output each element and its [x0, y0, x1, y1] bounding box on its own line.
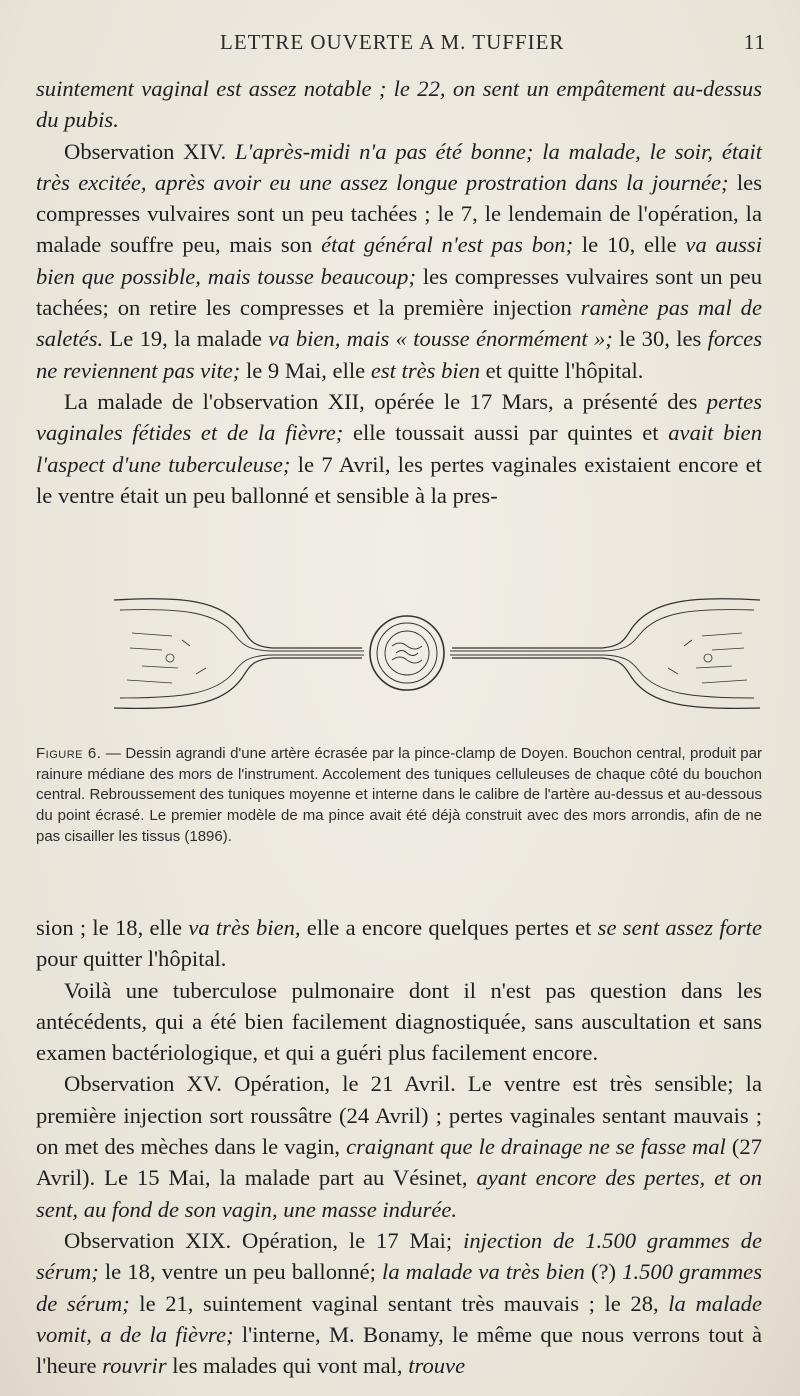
- text-span: le 9 Mai, elle: [240, 357, 371, 383]
- italic-span: rouvrir: [102, 1353, 167, 1379]
- text-span: sion ; le 18, elle: [36, 915, 189, 940]
- text-span: elle toussait aussi par quintes et: [343, 420, 669, 446]
- paragraph: [36, 975, 762, 1069]
- text-span: Observation XV. Opération, le 21 Avril. Le ventre est très sensible; la première injection sort roussâtre (24 Avril) ; pertes vaginales sentant mauvais ; on met des mèches dans le vagin,: [36, 1071, 762, 1160]
- text-span: le 30, les: [612, 326, 708, 352]
- italic-span: état général n'est pas bon;: [321, 232, 574, 258]
- text-span: (27 Avril). Le 15 Mai, la malade part au Vésinet,: [36, 1134, 762, 1191]
- text-span: et quitte l'hôpital.: [480, 357, 644, 383]
- text-span: les compresses vulvaires sont un peu tachées; on retire les compresses et la première injection: [36, 263, 763, 321]
- text-span: Le 19, la malade: [103, 326, 269, 352]
- running-title: LETTRE OUVERTE A M. TUFFIER: [220, 30, 565, 54]
- artery-wall-lower-right: [452, 658, 760, 708]
- paragraph: [36, 386, 762, 511]
- italic-span: la malade va très bien: [382, 1259, 585, 1285]
- text-span: La malade de l'observation XII, opérée le 17 Mars, a présenté des: [64, 388, 707, 414]
- italic-span: se sent assez forte: [597, 915, 762, 940]
- italic-span: 22: [417, 76, 440, 101]
- text-span: Voilà une tuberculose pulmonaire dont il n'est pas question dans les antécédents, qui a été bien facilement diagnostiquée, sans auscultation et sans examen bactériologique, et qui a guéri plus facilement encore.: [36, 977, 762, 1066]
- italic-span: va bien, mais « tousse énormément »;: [268, 326, 613, 352]
- italic-span: pertes vaginales fétides et de la fièvre;: [36, 388, 762, 446]
- italic-span: forces ne reviennent pas vite;: [36, 326, 762, 383]
- figure-caption: [36, 744, 762, 848]
- italic-span: va très bien,: [188, 915, 301, 940]
- italic-span: suintement vaginal est assez notable ; le: [36, 76, 418, 101]
- text-span: le 7 Avril, les pertes vaginales existaient encore et le ventre était un peu ballonné et sensible à la pres-: [36, 451, 762, 508]
- paragraph: [36, 912, 762, 975]
- italic-span: la malade vomit, a de la fièvre;: [36, 1290, 762, 1347]
- text-span: les malades qui vont mal,: [166, 1353, 409, 1379]
- italic-span: trouve: [408, 1353, 466, 1379]
- italic-span: L'après-midi n'a pas été bonne; la malade, le soir, était très excitée, après avoir eu une assez longue prostration dans la journée;: [36, 138, 762, 195]
- italic-span: avait bien l'aspect d'une tuberculeuse;: [36, 420, 762, 477]
- paragraph: [36, 1068, 762, 1224]
- artery-wall-upper-right: [452, 599, 760, 648]
- text-block-top: [36, 73, 762, 511]
- text-span: le 18, ventre un peu ballonné;: [98, 1259, 383, 1285]
- figure-label: Figure 6.: [36, 745, 102, 762]
- text-block-bottom: [36, 912, 762, 1381]
- text-span: le 10, elle: [573, 232, 686, 258]
- italic-span: craignant que le drainage ne se fasse mal: [346, 1134, 726, 1160]
- paragraph: [36, 73, 762, 136]
- text-span: le 21, suintement vaginal sentant très mauvais ; le 28,: [129, 1290, 669, 1316]
- running-header: [40, 30, 770, 60]
- observation-heading: Observation XIV.: [64, 138, 235, 164]
- text-span: (?): [584, 1259, 623, 1285]
- paragraph: [36, 136, 762, 386]
- text-span: elle a encore quelques pertes et: [300, 915, 598, 940]
- page-number: 11: [743, 30, 766, 54]
- text-span: pour quitter l'hôpital.: [36, 946, 227, 972]
- italic-span: est très bien: [370, 357, 480, 383]
- artery-clamp-illustration: [112, 588, 762, 718]
- paragraph: [36, 1225, 762, 1381]
- caption-text: — Dessin agrandi d'une artère écrasée par la pince-clamp de Doyen. Bouchon central, produit par rainure médiane des mors de l'instrument. Accolement des tuniques celluleuses de chaque côté du bouchon central. Rebroussement des tuniques moyenne et interne dans le calibre de l'artère au-dessus et au-dessous du point écrasé. Le premier modèle de ma pince avait été déjà construit avec des mors arrondis, afin de ne pas cisailler les tissus (1896).: [36, 745, 762, 845]
- artery-wall-lower-left: [114, 658, 362, 708]
- italic-span: ramène pas mal de saletés.: [36, 295, 762, 352]
- text-span: les compresses vulvaires sont un peu tachées ; le 7, le lendemain de l'opération, la malade souffre peu, mais son: [36, 169, 763, 258]
- artery-wall-upper-left: [114, 599, 362, 648]
- italic-span: va aussi bien que possible, mais tousse beaucoup;: [36, 232, 762, 289]
- italic-span: ayant encore des pertes, et on sent, au fond de son vagin, une masse indurée.: [36, 1165, 762, 1222]
- italic-span: injection de 1.500 grammes de sérum;: [36, 1227, 762, 1285]
- text-span: l'interne, M. Bonamy, le même que nous verrons tout à l'heure: [36, 1321, 762, 1379]
- observation-heading: Observation XIX. Opération, le 17 Mai;: [64, 1227, 464, 1253]
- italic-span: 1.500 grammes de sérum;: [36, 1259, 762, 1316]
- italic-span: , on sent un empâtement au-dessus du pubis.: [36, 76, 762, 133]
